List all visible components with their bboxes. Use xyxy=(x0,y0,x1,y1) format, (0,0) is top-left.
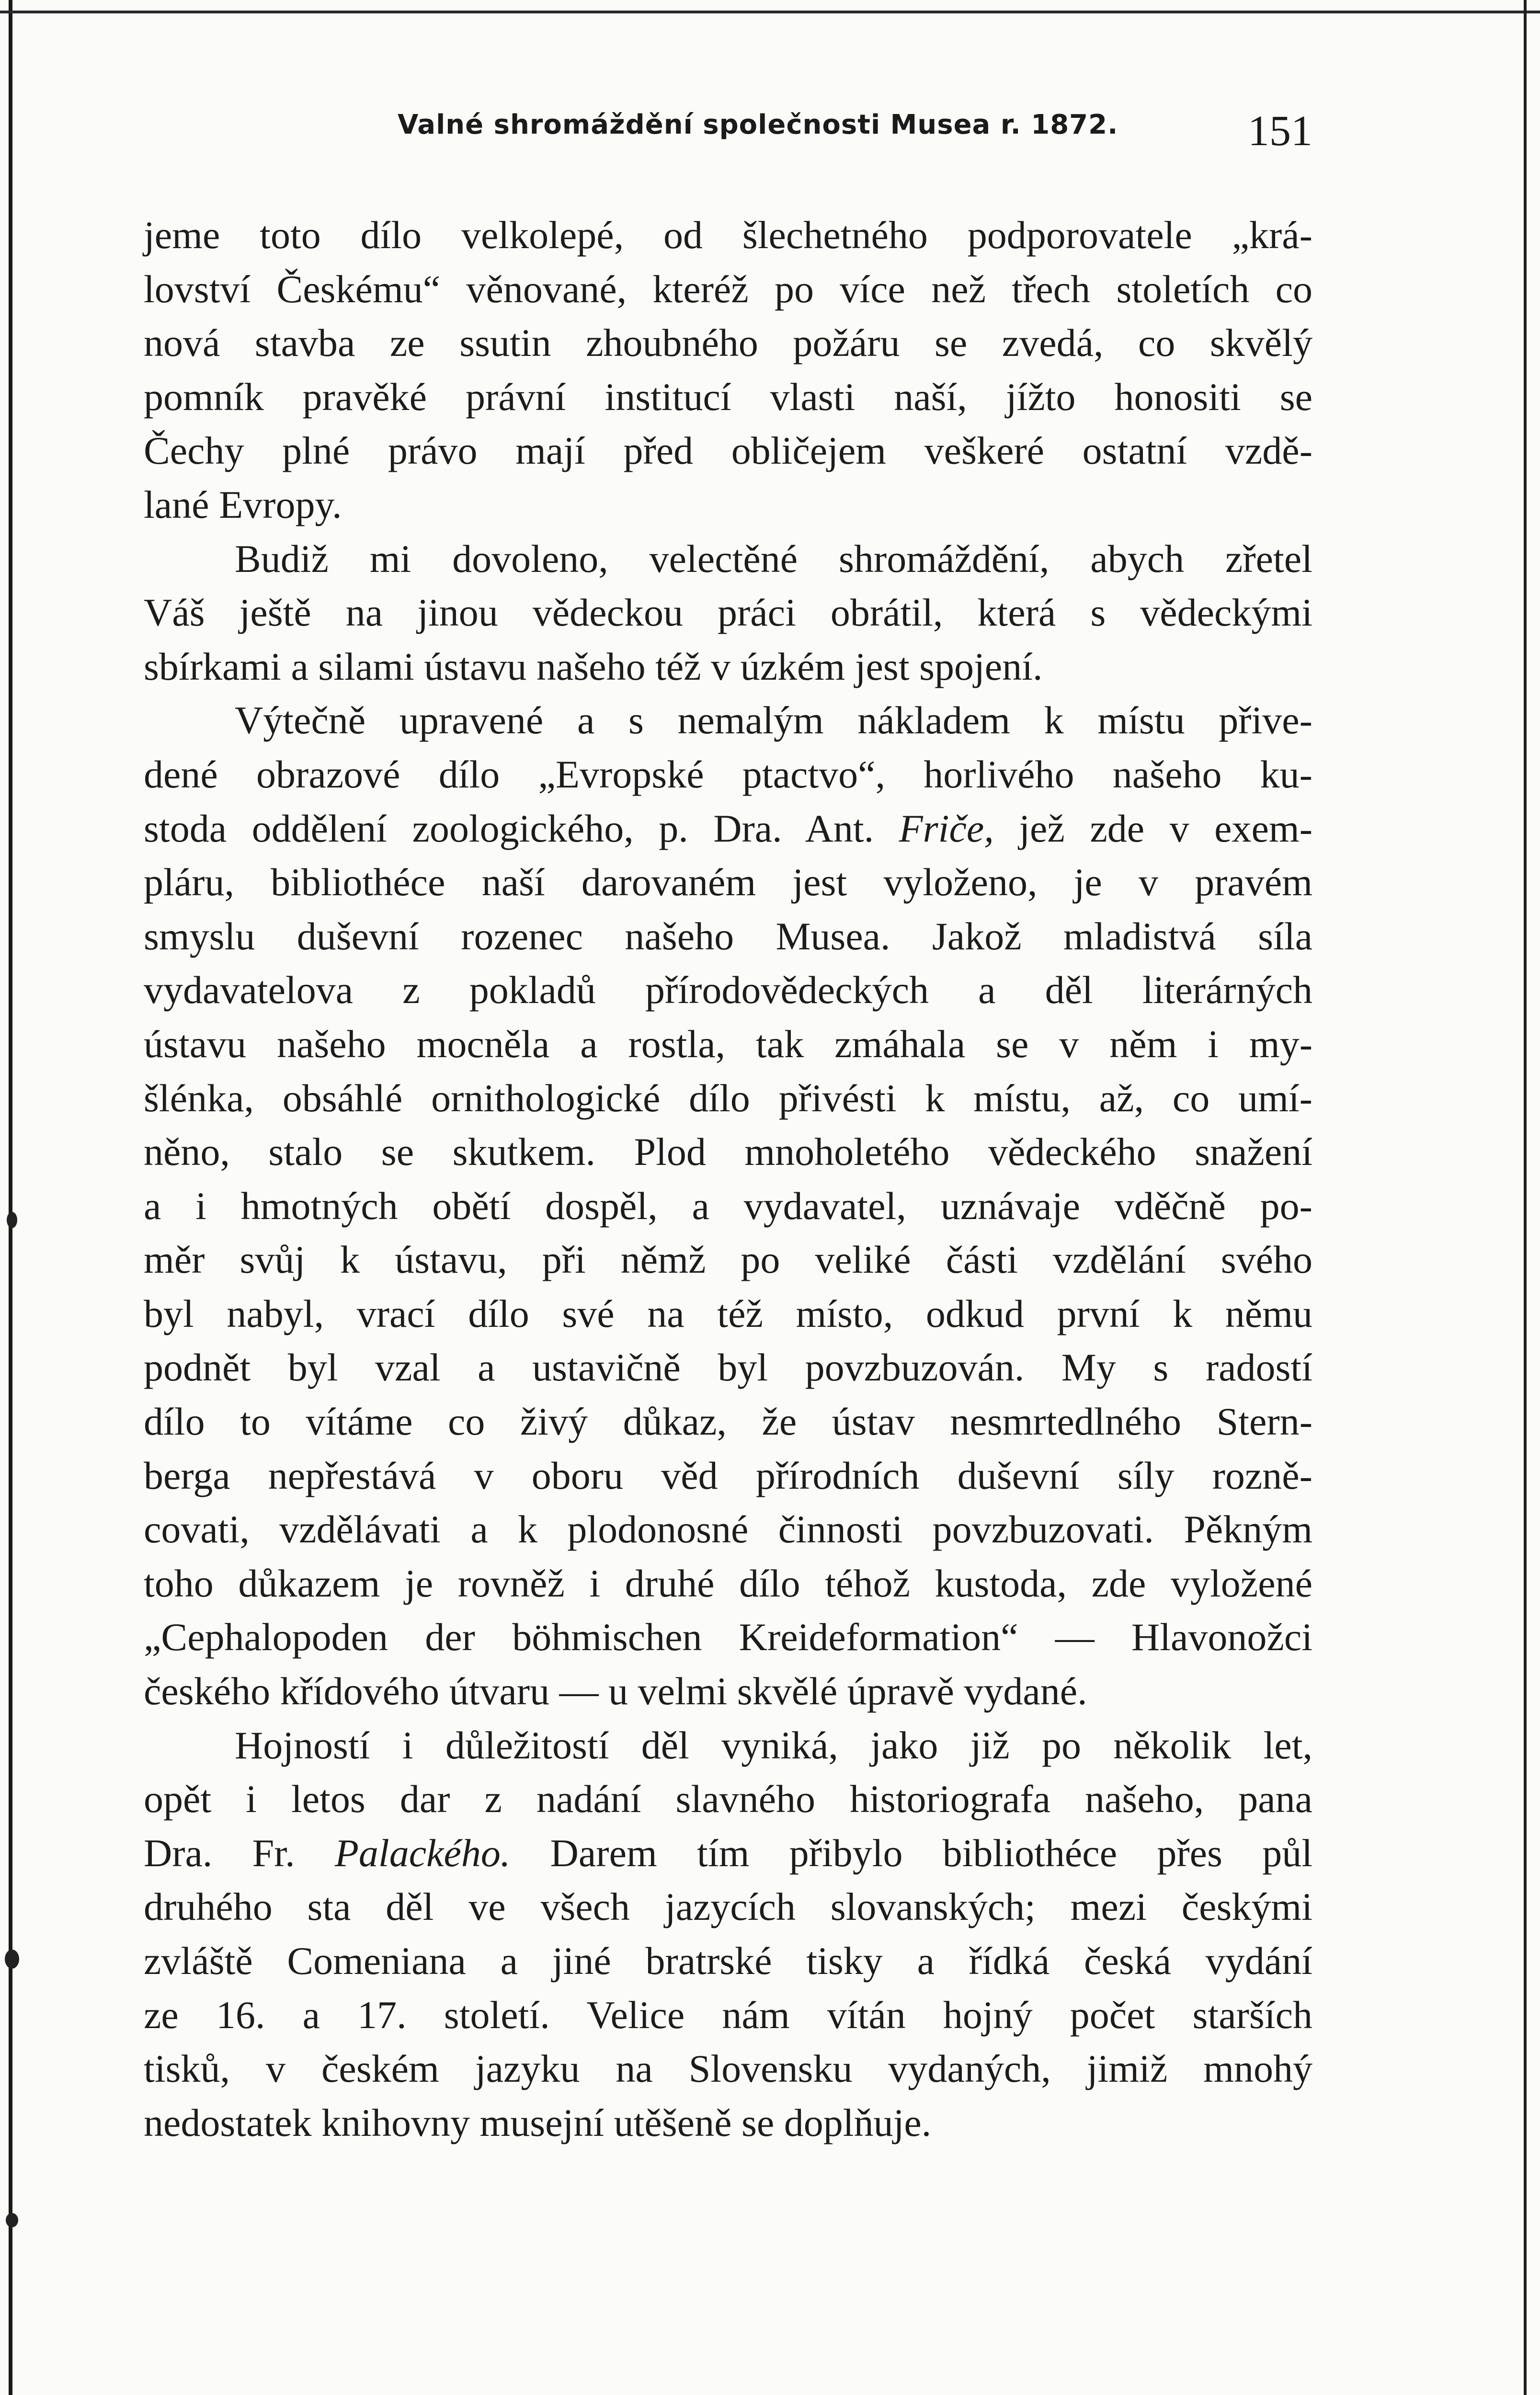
text-line: byl nabyl, vrací dílo své na též místo, odkud první k němu xyxy=(144,1291,1312,1335)
text-line: druhého sta děl ve všech jazycích slovanských; mezi českými xyxy=(144,1885,1312,1929)
text-line xyxy=(144,802,1312,856)
text-line: podnět byl vzal a ustavičně byl povzbuzován. My s radostí xyxy=(144,1346,1312,1390)
text-line: jeme toto dílo velkolepé, od šlechetného podporovatele „krá- xyxy=(144,213,1312,257)
running-title: Valné shromáždění společnosti Musea r. 1872. xyxy=(398,109,1118,140)
scan-speck xyxy=(5,1950,19,1969)
body-text xyxy=(144,208,1312,2150)
text-line: ze 16. a 17. století. Velice nám vítán hojný počet starších xyxy=(144,1993,1312,2037)
text-line: covati, vzdělávati a k plodonosné činnosti povzbuzovati. Pěkným xyxy=(144,1507,1312,1551)
scan-speck xyxy=(7,1212,17,1228)
text-line: pláru, bibliothéce naší darovaném jest vyloženo, je v pravém xyxy=(144,860,1312,904)
text-line: lané Evropy. xyxy=(144,482,342,526)
text-line xyxy=(144,1826,1312,1881)
text-line: a i hmotných obětí dospěl, a vydavatel, uznávaje vděčně po- xyxy=(144,1184,1312,1228)
text-line: toho důkazem je rovněž i druhé dílo téhož kustoda, zde vyložené xyxy=(144,1561,1312,1605)
text-segment: stoda oddělení zoologického, p. Dra. Ant. xyxy=(144,806,874,850)
text-line: Budiž mi dovoleno, velectěné shromáždění, abych zřetel xyxy=(235,536,1312,581)
text-line: pomník pravěké právní institucí vlasti naší, jížto honositi se xyxy=(144,375,1312,419)
text-line: tisků, v českém jazyku na Slovensku vydaných, jimiž mnohý xyxy=(144,2047,1312,2091)
text-line: něno, stalo se skutkem. Plod mnoholetého vědeckého snažení xyxy=(144,1130,1312,1174)
author-name-italic: Friče, xyxy=(899,806,994,850)
text-line: nová stavba ze ssutin zhoubného požáru se zvedá, co skvělý xyxy=(144,321,1312,365)
text-line: Čechy plné právo mají před obličejem veškeré ostatní vzdě- xyxy=(144,429,1312,473)
text-segment: Dra. Fr. xyxy=(144,1831,295,1875)
scan-edge-left xyxy=(9,0,12,2395)
text-line: českého křídového útvaru — u velmi skvělé úpravě vydané. xyxy=(144,1669,1087,1713)
text-line: smyslu duševní rozenec našeho Musea. Jakož mladistvá síla xyxy=(144,914,1312,958)
text-line: dené obrazové dílo „Evropské ptactvo“, horlivého našeho ku- xyxy=(144,752,1312,796)
text-line: ústavu našeho mocněla a rostla, tak zmáhala se v něm i my- xyxy=(144,1022,1312,1066)
text-line: nedostatek knihovny musejní utěšeně se doplňuje. xyxy=(144,2100,932,2144)
text-segment: Darem tím přibylo bibliothéce přes půl xyxy=(550,1831,1313,1875)
text-line: Hojností i důležitostí děl vyniká, jako již po několik let, xyxy=(235,1723,1312,1767)
page-number: 151 xyxy=(1248,107,1312,155)
text-line: vydavatelova z pokladů přírodovědeckých a děl literárných xyxy=(144,968,1312,1012)
text-line: lovství Českému“ věnované, kteréž po více než třech stoletích co xyxy=(144,267,1312,311)
author-name-italic: Palackého. xyxy=(334,1831,511,1875)
scan-edge-top xyxy=(0,11,1540,13)
text-line: berga nepřestává v oboru věd přírodních duševní síly rozně- xyxy=(144,1453,1312,1497)
text-segment: jež zde v exem- xyxy=(1019,806,1313,850)
scan-edge-right xyxy=(1524,0,1527,2395)
text-line: zvláště Comeniana a jiné bratrské tisky a řídká česká vydání xyxy=(144,1939,1312,1983)
text-line: sbírkami a silami ústavu našeho též v úzkém jest spojení. xyxy=(144,644,1043,688)
text-line: Výtečně upravené a s nemalým nákladem k místu přive- xyxy=(235,698,1312,742)
scan-speck xyxy=(6,2213,18,2227)
text-line: dílo to vítáme co živý důkaz, že ústav nesmrtedlného Stern- xyxy=(144,1400,1312,1444)
text-line: „Cephalopoden der böhmischen Kreideformation“ — Hlavonožci xyxy=(144,1615,1312,1659)
text-line: měr svůj k ústavu, při němž po veliké části vzdělání svého xyxy=(144,1238,1312,1282)
text-line: Váš ještě na jinou vědeckou práci obrátil, která s vědeckými xyxy=(144,591,1312,635)
text-line: šlénka, obsáhlé ornithologické dílo přivésti k místu, až, co umí- xyxy=(144,1076,1312,1120)
text-line: opět i letos dar z nadání slavného historiografa našeho, pana xyxy=(144,1777,1312,1821)
